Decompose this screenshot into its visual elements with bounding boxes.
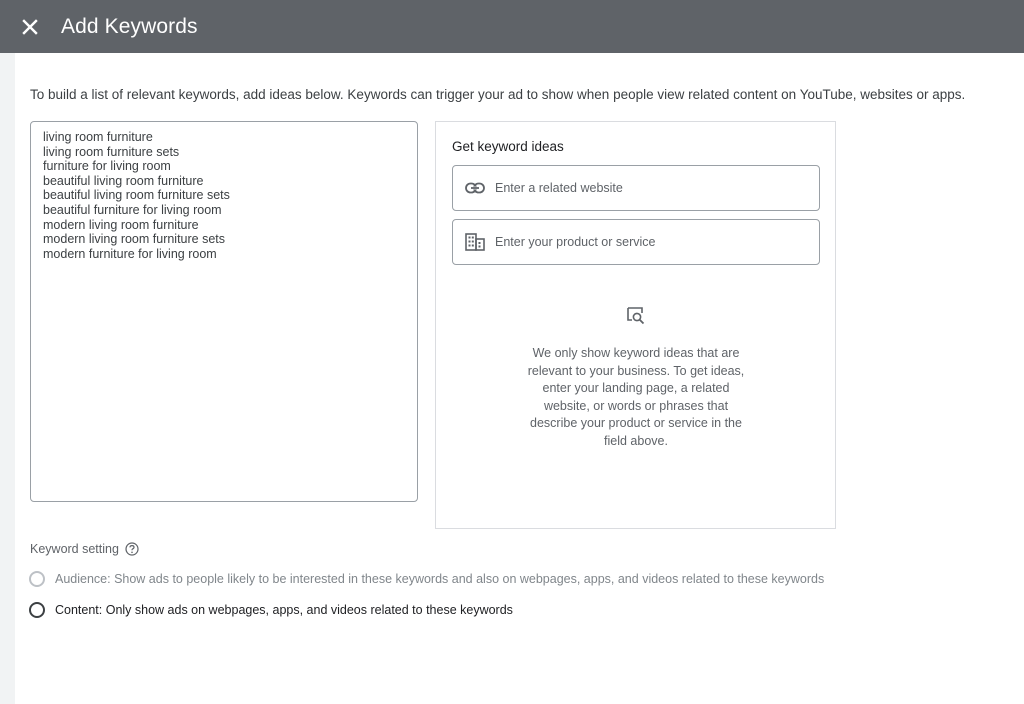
page-title: Add Keywords	[61, 14, 198, 38]
keyword-line: living room furniture	[43, 130, 153, 144]
product-input-placeholder: Enter your product or service	[495, 235, 656, 249]
keywords-textarea[interactable]	[30, 121, 418, 502]
audience-radio	[29, 571, 45, 587]
keyword-line: beautiful living room furniture sets	[43, 188, 230, 203]
main-content	[15, 53, 1024, 704]
keyword-line: beautiful living room furniture	[43, 173, 204, 188]
top-app-bar	[0, 0, 1024, 53]
ideas-title: Get keyword ideas	[452, 139, 564, 154]
intro-text: To build a list of relevant keywords, add ideas below. Keywords can trigger your ad to show when people view related content on YouTube, websites or apps.	[30, 87, 966, 102]
content-option[interactable]	[29, 602, 513, 618]
business-icon	[465, 233, 487, 251]
keyword-line: furniture for living room	[43, 159, 171, 174]
keyword-ideas-panel	[435, 121, 836, 529]
keyword-line: modern living room furniture	[43, 217, 199, 232]
website-input[interactable]	[452, 165, 820, 211]
close-icon	[22, 19, 38, 35]
help-icon[interactable]	[125, 542, 139, 556]
keyword-line: living room furniture sets	[43, 144, 180, 159]
link-icon	[465, 179, 487, 197]
keyword-setting-text: Keyword setting	[30, 542, 119, 556]
keyword-line: modern furniture for living room	[43, 246, 217, 261]
keyword-setting-label	[30, 542, 139, 556]
product-input[interactable]	[452, 219, 820, 265]
keyword-line: modern living room furniture sets	[43, 232, 226, 247]
close-button[interactable]	[18, 15, 42, 39]
ideas-empty-message: We only show keyword ideas that are relevant to your business. To get ideas, enter your landing page, a related website, or words or phrases that describe your product or service in the field above.	[527, 346, 745, 448]
search-page-icon	[624, 304, 648, 328]
content-option-label: Content: Only show ads on webpages, apps, and videos related to these keywords	[55, 603, 513, 617]
audience-option-label: Audience: Show ads to people likely to be interested in these keywords and also on webpages, apps, and videos related to these keywords	[55, 572, 825, 586]
audience-option	[29, 571, 824, 587]
website-input-placeholder: Enter a related website	[495, 181, 623, 195]
keyword-line: beautiful furniture for living room	[43, 202, 222, 217]
content-radio[interactable]	[29, 602, 45, 618]
